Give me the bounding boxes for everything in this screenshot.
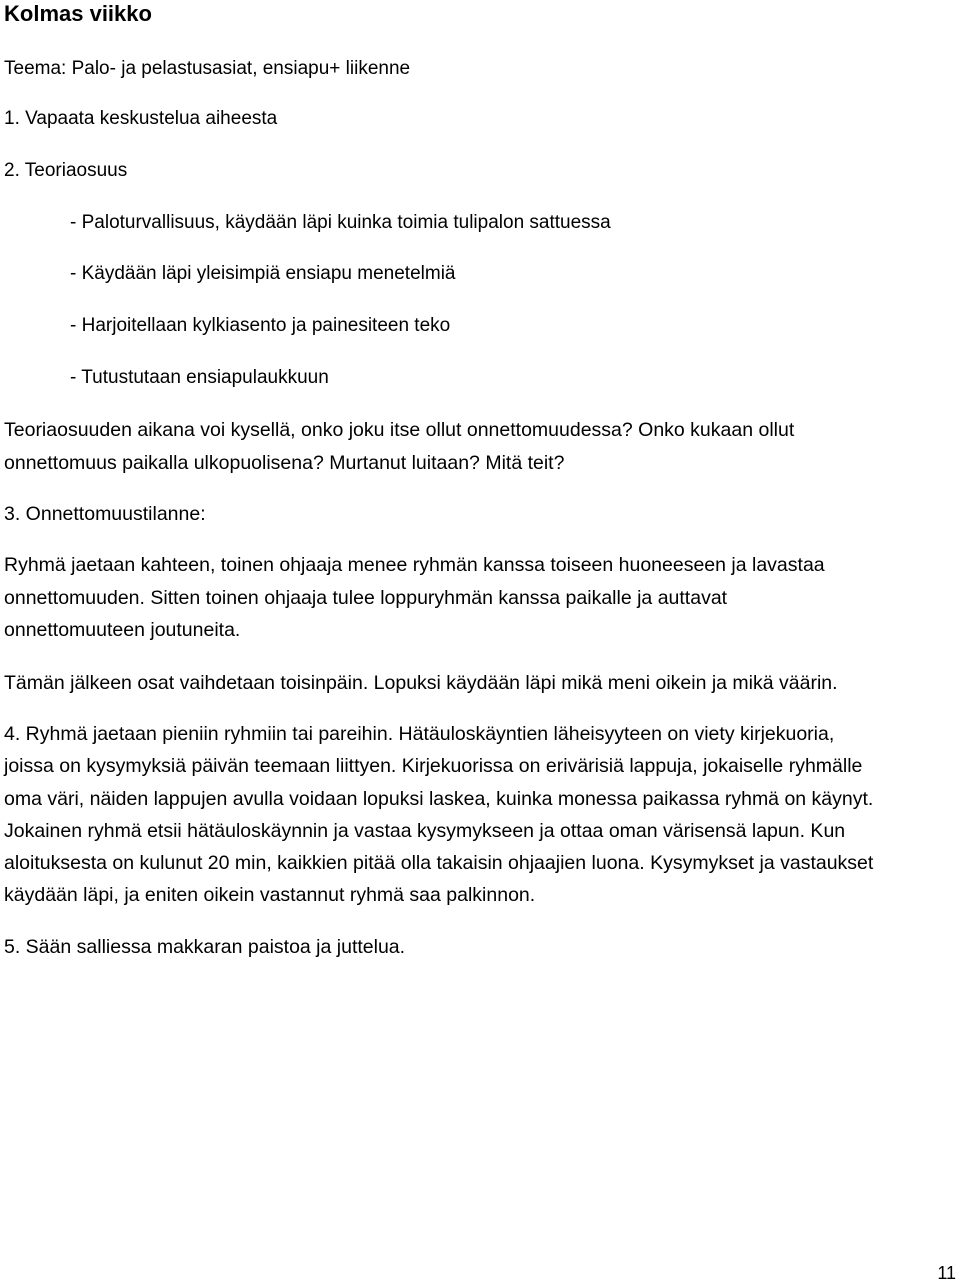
paragraph-line: Ryhmä jaetaan kahteen, toinen ohjaaja menee ryhmän kanssa toiseen huoneeseen ja lavastaa (4, 554, 825, 576)
paragraph-line: Teoriaosuuden aikana voi kysellä, onko joku itse ollut onnettomuudessa? Onko kukaan ollut (4, 419, 795, 441)
paragraph-line: onnettomuuden. Sitten toinen ohjaaja tulee loppuryhmän kanssa paikalle ja auttavat (4, 587, 728, 609)
page-number: 11 (937, 1263, 956, 1283)
bullet-item: - Paloturvallisuus, käydään läpi kuinka toimia tulipalon sattuessa (70, 212, 611, 233)
theme-line: Teema: Palo- ja pelastusasiat, ensiapu+ liikenne (4, 58, 411, 79)
bullet-item: - Käydään läpi yleisimpiä ensiapu menetelmiä (70, 263, 456, 284)
item-3-heading: 3. Onnettomuustilanne: (4, 503, 206, 525)
paragraph-line: käydään läpi, ja eniten oikein vastannut ryhmä saa palkinnon. (4, 884, 536, 906)
page-title: Kolmas viikko (4, 1, 152, 26)
item-2-heading: 2. Teoriaosuus (4, 160, 128, 181)
paragraph-line: 4. Ryhmä jaetaan pieniin ryhmiin tai pareihin. Hätäuloskäyntien läheisyyteen on viety kirjekuoria, (4, 723, 835, 745)
paragraph-line: joissa on kysymyksiä päivän teemaan liittyen. Kirjekuorissa on erivärisiä lappuja, jokaiselle ryhmälle (4, 755, 863, 777)
paragraph-line: oma väri, näiden lappujen avulla voidaan lopuksi laskea, kuinka monessa paikassa ryhmä on käynyt. (4, 788, 874, 810)
bullet-item: - Tutustutaan ensiapulaukkuun (70, 367, 329, 388)
item-5: 5. Sään salliessa makkaran paistoa ja juttelua. (4, 936, 406, 958)
paragraph-line: aloituksesta on kulunut 20 min, kaikkien pitää olla takaisin ohjaajien luona. Kysymykset ja vastaukset (4, 852, 874, 874)
paragraph-line: Tämän jälkeen osat vaihdetaan toisinpäin. Lopuksi käydään läpi mikä meni oikein ja mikä väärin. (4, 672, 838, 694)
paragraph-line: onnettomuuteen joutuneita. (4, 619, 241, 641)
bullet-item: - Harjoitellaan kylkiasento ja painesiteen teko (70, 315, 451, 336)
item-1: 1. Vapaata keskustelua aiheesta (4, 108, 278, 129)
paragraph-line: onnettomuus paikalla ulkopuolisena? Murtanut luitaan? Mitä teit? (4, 452, 565, 474)
paragraph-line: Jokainen ryhmä etsii hätäuloskäynnin ja vastaa kysymykseen ja ottaa oman värisensä lapun. Kun (4, 820, 846, 842)
